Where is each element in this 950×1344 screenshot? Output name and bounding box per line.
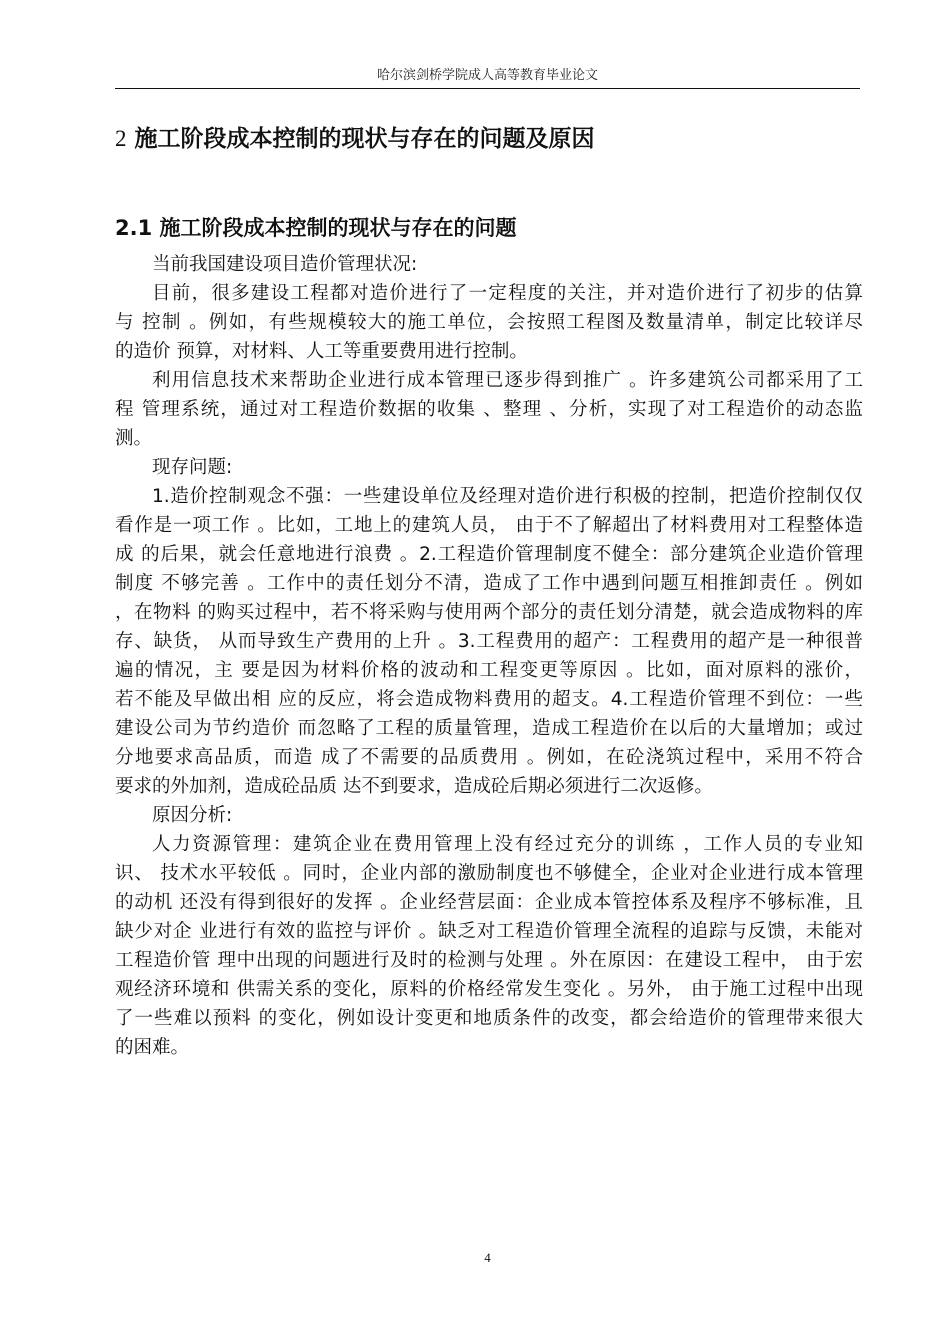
text-line: 当前我国建设项目造价管理状况:	[152, 254, 418, 275]
text-line: 存、缺货， 从而导致生产费用的上升 。3.工程费用的超产：工程费用的超产是一种很普	[115, 631, 863, 652]
text-line: 1.造价控制观念不强：一些建设单位及经理对造价进行积极的控制，把造价控制仅仅	[152, 486, 863, 507]
paragraph	[115, 453, 863, 482]
text-line: 程 管理系统，通过对工程造价数据的收集 、整理 、分析，实现了对工程造价的动态监	[115, 399, 863, 420]
text-line: 识、 技术水平较低 。同时，企业内部的激励制度也不够健全，企业对企业进行成本管理	[115, 863, 863, 884]
header-rule	[115, 88, 860, 89]
text-line: 的困难。	[115, 1037, 190, 1058]
text-line: 遍的情况，主 要是因为材料价格的波动和工程变更等原因 。比如，面对原料的涨价，	[115, 660, 863, 681]
text-line: 建设公司为节约造价 而忽略了工程的质量管理，造成工程造价在以后的大量增加；或过	[115, 718, 863, 739]
page-number: 4	[484, 1250, 491, 1265]
text-line: 若不能及早做出相 应的反应，将会造成物料费用的超支。4.工程造价管理不到位：一些	[115, 689, 863, 710]
text-line: 原因分析:	[152, 805, 233, 826]
text-line: 测。	[115, 428, 153, 449]
text-line: 缺少对企 业进行有效的监控与评价 。缺乏对工程造价管理全流程的追踪与反馈，未能对	[115, 921, 863, 942]
chapter-title: 施工阶段成本控制的现状与存在的问题及原因	[134, 126, 595, 152]
text-line: 的造价 预算，对材料、人工等重要费用进行控制。	[115, 341, 528, 362]
chapter-number: 2	[115, 126, 127, 151]
text-line: 分地要求高品质，而造 成了不需要的品质费用 。例如，在砼浇筑过程中，采用不符合	[115, 747, 863, 768]
text-line: 观经济环境和 供需关系的变化，原料的价格经常发生变化 。另外， 由于施工过程中出现	[115, 979, 863, 1000]
paragraph	[115, 801, 863, 830]
text-line: 利用信息技术来帮助企业进行成本管理已逐步得到推广 。许多建筑公司都采用了工	[152, 370, 863, 391]
paragraph	[115, 279, 863, 366]
text-line: 现存问题:	[152, 457, 233, 478]
text-line: 的动机 还没有得到很好的发挥 。企业经营层面：企业成本管控体系及程序不够标准，且	[115, 892, 863, 913]
paragraph	[115, 482, 863, 801]
section-heading: 2.1 施工阶段成本控制的现状与存在的问题	[115, 216, 517, 240]
chapter-heading	[115, 120, 595, 153]
text-line: 制度 不够完善 。工作中的责任划分不清，造成了工作中遇到问题互相推卸责任 。例如	[115, 573, 863, 594]
text-line: 了一些难以预料 的变化，例如设计变更和地质条件的改变，都会给造价的管理带来很大	[115, 1008, 863, 1029]
paragraph	[115, 830, 863, 1062]
text-line: 工程造价管 理中出现的问题进行及时的检测与处理 。外在原因：在建设工程中， 由于宏	[115, 950, 863, 971]
text-line: ，在物料 的购买过程中，若不将采购与使用两个部分的责任划分清楚，就会造成物料的库	[115, 602, 863, 623]
paragraph	[115, 250, 863, 279]
text-line: 目前，很多建设工程都对造价进行了一定程度的关注，并对造价进行了初步的估算	[152, 283, 863, 304]
paragraph	[115, 366, 863, 453]
running-header: 哈尔滨剑桥学院成人高等教育毕业论文	[376, 68, 598, 83]
body-text	[115, 250, 863, 1062]
text-line: 要求的外加剂，造成砼品质 达不到要求，造成砼后期必须进行二次返修。	[115, 776, 713, 797]
text-line: 成 的后果，就会任意地进行浪费 。2.工程造价管理制度不健全：部分建筑企业造价管理	[115, 544, 863, 565]
text-line: 看作是一项工作 。比如，工地上的建筑人员， 由于不了解超出了材料费用对工程整体造	[115, 515, 863, 536]
text-line: 与 控制 。例如，有些规模较大的施工单位，会按照工程图及数量清单，制定比较详尽	[115, 312, 863, 333]
text-line: 人力资源管理：建筑企业在费用管理上没有经过充分的训练 ，工作人员的专业知	[152, 834, 863, 855]
